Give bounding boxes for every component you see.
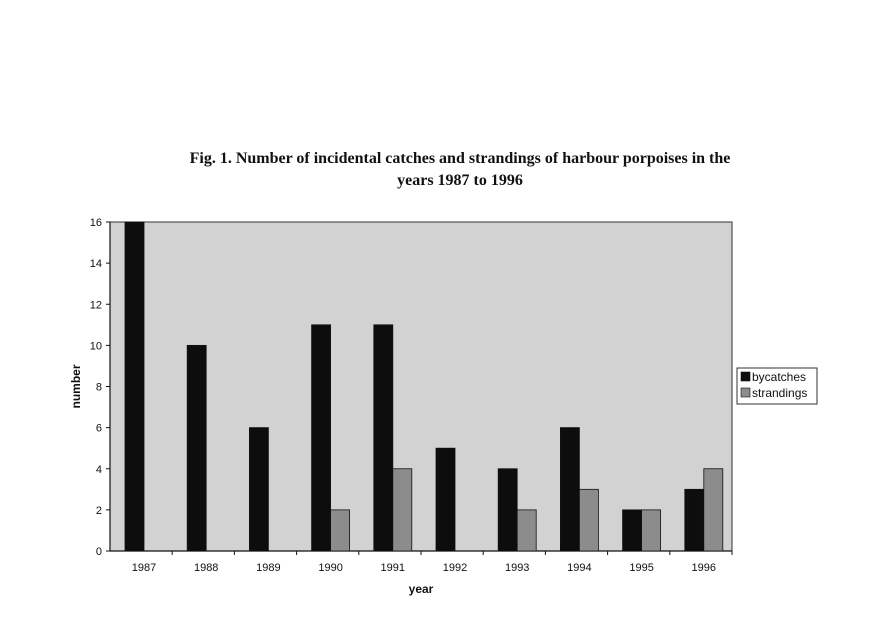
x-tick-label: 1991: [380, 562, 406, 574]
bar-bycatches: [187, 345, 206, 551]
y-axis-title: number: [69, 364, 83, 409]
y-tick-label: 4: [95, 463, 102, 476]
bar-strandings: [579, 489, 598, 551]
x-tick-label: 1994: [567, 562, 592, 574]
bar-strandings: [642, 510, 661, 551]
bar-bycatches: [312, 325, 331, 551]
bar-bycatches: [560, 428, 579, 551]
y-tick-label: 16: [89, 217, 102, 229]
x-tick-label: 1988: [193, 562, 219, 574]
bar-bycatches: [125, 222, 144, 551]
y-tick-label: 6: [95, 422, 102, 435]
x-tick-label: 1989: [256, 562, 281, 574]
bar-bycatches: [374, 325, 393, 551]
y-tick-label: 12: [89, 299, 102, 312]
bar-strandings: [704, 469, 723, 551]
bar-strandings: [331, 510, 350, 551]
x-tick-label: 1992: [442, 562, 468, 574]
legend-swatch-strandings: [741, 388, 750, 397]
y-tick-label: 0: [95, 546, 102, 558]
y-tick-label: 10: [89, 340, 102, 353]
chart-title-line-2: years 1987 to 1996: [397, 172, 523, 189]
legend-swatch-bycatches: [741, 372, 750, 381]
y-tick-label: 8: [95, 381, 102, 394]
bar-bycatches: [249, 428, 268, 551]
bar-bycatches: [436, 448, 455, 551]
bar-strandings: [393, 469, 412, 551]
x-tick-label: 1990: [318, 562, 343, 574]
x-tick-label: 1995: [629, 562, 654, 574]
chart-title-line-1: Fig. 1. Number of incidental catches and strandings of harbour porpoises in the: [189, 150, 731, 167]
x-tick-label: 1993: [504, 562, 530, 574]
x-tick-label: 1987: [131, 562, 157, 574]
y-tick-label: 14: [89, 258, 102, 271]
bar-bycatches: [623, 510, 642, 551]
legend-label-bycatches: bycatches: [752, 370, 807, 384]
bar-strandings: [517, 510, 536, 551]
bar-bycatches: [498, 469, 517, 551]
x-axis-title: year: [408, 582, 434, 596]
legend-label-strandings: strandings: [752, 386, 808, 400]
y-tick-label: 2: [95, 504, 102, 517]
x-tick-label: 1996: [691, 562, 717, 574]
bar-bycatches: [685, 489, 704, 551]
